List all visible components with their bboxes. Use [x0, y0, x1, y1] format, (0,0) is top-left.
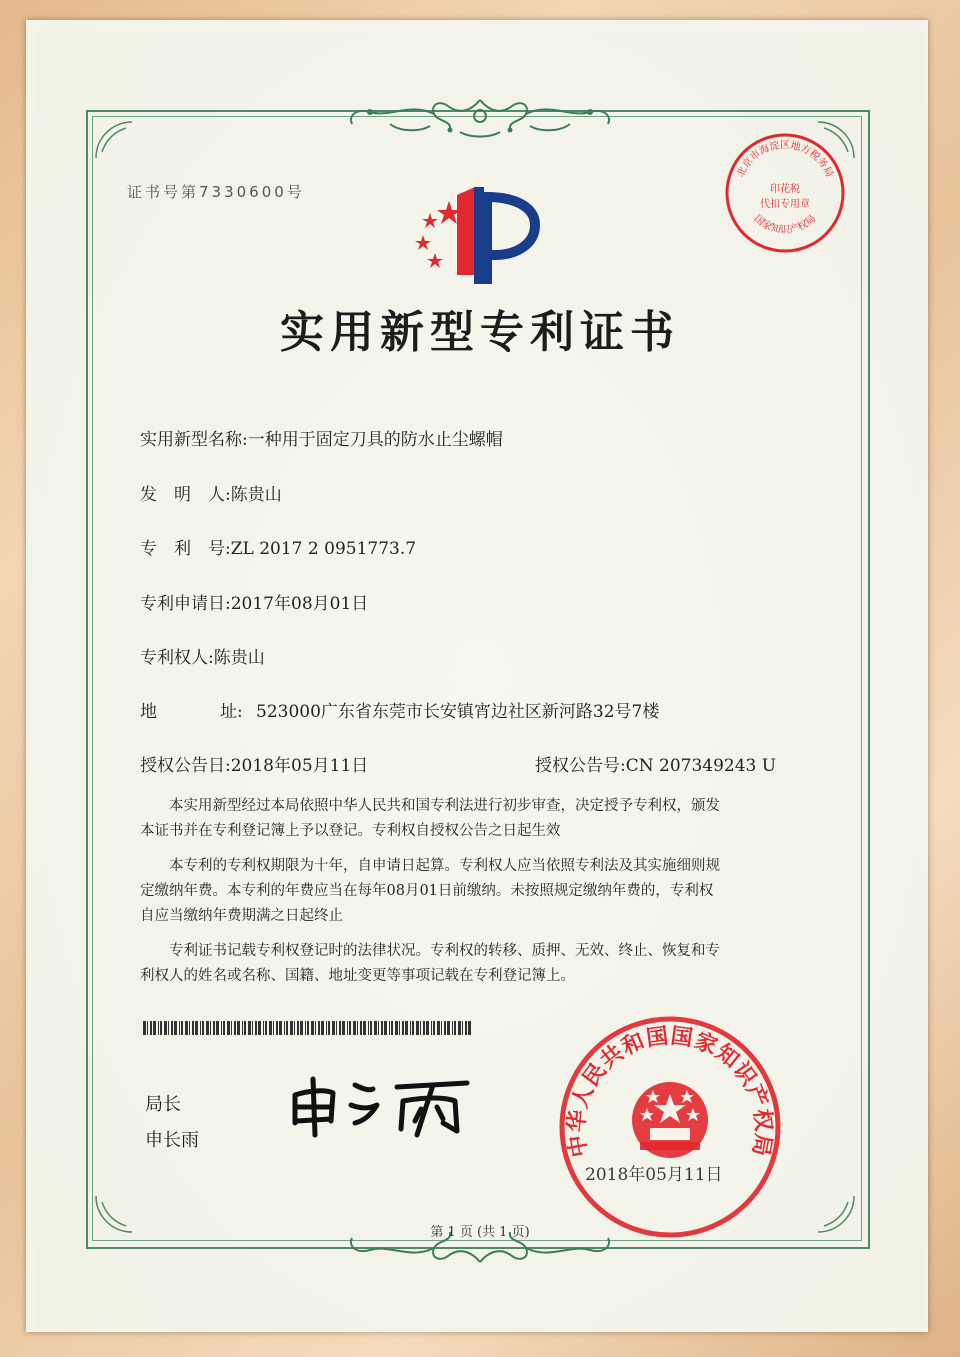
barcode-bar [263, 1021, 264, 1035]
barcode-bar [258, 1021, 261, 1035]
field-value: CN 207349243 U [625, 756, 777, 776]
barcode-bar [349, 1021, 351, 1035]
field-value: ZL 2017 2 0951773.7 [230, 539, 417, 559]
barcode-bar [381, 1021, 383, 1035]
barcode-bar [458, 1021, 461, 1035]
certificate-number: 证书号第7330600号 [127, 183, 305, 201]
barcode-bar [294, 1021, 295, 1035]
barcode-bar [153, 1021, 156, 1035]
director-name: 申长雨 [145, 1130, 199, 1151]
barcode-bar [336, 1021, 337, 1035]
tax-stamp-line2: 代扣专用章 [760, 199, 810, 210]
barcode-bar [405, 1021, 408, 1035]
barcode-bar [326, 1021, 327, 1035]
seal-date: 2018年05月11日 [585, 1165, 723, 1185]
barcode-bar [300, 1021, 303, 1035]
barcode-bar [244, 1021, 246, 1035]
field-grant-date [140, 751, 368, 776]
barcode-bar [332, 1021, 335, 1035]
body-line: 自应当缴纳年费期满之日起终止 [140, 908, 343, 924]
tax-stamp-icon [722, 130, 848, 256]
barcode-bar [370, 1021, 372, 1035]
barcode-bar [189, 1021, 190, 1035]
field-filing-date [140, 589, 368, 614]
barcode-bar [321, 1021, 324, 1035]
barcode-bar [468, 1021, 471, 1035]
field-label: 专利权人: [140, 648, 214, 668]
barcode-bar [412, 1021, 414, 1035]
field-patentee [140, 643, 265, 668]
barcode-bar [231, 1021, 232, 1035]
svg-text:国家知识产权局 [752, 213, 819, 236]
field-value: 2017年08月01日 [230, 594, 369, 614]
barcode-bar [200, 1021, 201, 1035]
barcode-bar [179, 1021, 180, 1035]
field-label-left: 地 [140, 702, 157, 722]
barcode-bar [384, 1021, 387, 1035]
barcode-bar [223, 1021, 225, 1035]
barcode-bar [363, 1021, 366, 1035]
field-value: 523000广东省东莞市长安镇宵边社区新河路32号7楼 [256, 702, 660, 722]
barcode-bar [171, 1021, 173, 1035]
barcode-bar [150, 1021, 152, 1035]
barcode-bar [447, 1021, 450, 1035]
barcode-bar [213, 1021, 215, 1035]
barcode-bar [195, 1021, 198, 1035]
barcode-bar [444, 1021, 446, 1035]
barcode-bar [433, 1021, 435, 1035]
field-inventor [140, 480, 282, 505]
field-grant-number [535, 751, 776, 776]
field-patent-number [140, 534, 416, 559]
barcode-bar [410, 1021, 411, 1035]
field-value: 陈贵山 [213, 648, 265, 668]
barcode-bar [452, 1021, 453, 1035]
barcode-bar [374, 1021, 377, 1035]
barcode-bar [318, 1021, 320, 1035]
field-label: 专利申请日: [140, 594, 231, 614]
barcode-icon [143, 1021, 473, 1035]
barcode-bar [360, 1021, 362, 1035]
field-utility-name [140, 425, 503, 450]
barcode-bar [339, 1021, 341, 1035]
field-address [140, 697, 659, 722]
barcode-bar [402, 1021, 404, 1035]
national-emblem-seal-icon [555, 1012, 785, 1242]
barcode-bar [437, 1021, 440, 1035]
barcode-bar [286, 1021, 288, 1035]
barcode-bar [168, 1021, 169, 1035]
barcode-bar [284, 1021, 285, 1035]
barcode-bar [210, 1021, 211, 1035]
barcode-bar [234, 1021, 236, 1035]
barcode-bar [158, 1021, 159, 1035]
field-label: 授权公告号: [535, 756, 626, 776]
barcode-bar [342, 1021, 345, 1035]
field-label: 实用新型名称: [140, 430, 248, 450]
barcode-bar [311, 1021, 314, 1035]
body-line: 定缴纳年费。本专利的年费应当在每年08月01日前缴纳。未按照规定缴纳年费的，专利权 [140, 883, 714, 899]
body-line: 本实用新型经过本局依照中华人民共和国专利法进行初步审查，决定授予专利权，颁发 [169, 798, 720, 814]
barcode-bar [252, 1021, 253, 1035]
barcode-bar [185, 1021, 188, 1035]
barcode-bar [305, 1021, 306, 1035]
barcode-bar [273, 1021, 274, 1035]
field-label: 专 利 号: [140, 539, 231, 559]
barcode-bar [465, 1021, 467, 1035]
barcode-bar [143, 1021, 146, 1035]
barcode-bar [221, 1021, 222, 1035]
barcode-bar [297, 1021, 299, 1035]
page-number: 第 1 页 (共 1 页) [430, 1225, 530, 1240]
barcode-bar [315, 1021, 316, 1035]
barcode-bar [216, 1021, 219, 1035]
barcode-bar [389, 1021, 390, 1035]
barcode-bar [395, 1021, 398, 1035]
signature-icon [285, 1065, 485, 1140]
barcode-bar [454, 1021, 456, 1035]
barcode-bar [328, 1021, 330, 1035]
barcode-bar [431, 1021, 432, 1035]
barcode-bar [307, 1021, 309, 1035]
barcode-bar [237, 1021, 240, 1035]
barcode-bar [368, 1021, 369, 1035]
field-value: 陈贵山 [230, 485, 282, 505]
barcode-bar [242, 1021, 243, 1035]
barcode-bar [160, 1021, 162, 1035]
svg-text:北京市海淀区地方税务局 [734, 138, 835, 179]
cnipa-logo-icon [405, 183, 555, 288]
barcode-bar [416, 1021, 419, 1035]
barcode-bar [399, 1021, 400, 1035]
barcode-bar [391, 1021, 393, 1035]
barcode-bar [227, 1021, 230, 1035]
barcode-bar [269, 1021, 272, 1035]
barcode-bar [420, 1021, 421, 1035]
barcode-bar [378, 1021, 379, 1035]
body-line: 专利证书记载专利权登记时的法律状况。专利权的转移、质押、无效、终止、恢复和专 [169, 943, 720, 959]
barcode-bar [206, 1021, 209, 1035]
tax-stamp-line1: 印花税 [770, 184, 800, 195]
corner-ornament-top-left-icon [92, 118, 152, 178]
body-line: 本专利的专利权期限为十年，自申请日起算。专利权人应当依照专利法及其实施细则规 [169, 858, 720, 874]
barcode-bar [248, 1021, 251, 1035]
barcode-bar [279, 1021, 282, 1035]
field-value: 2018年05月11日 [230, 756, 369, 776]
tax-stamp-bottom-text: 国家知识产权局 [751, 213, 819, 236]
barcode-bar [255, 1021, 257, 1035]
barcode-bar [174, 1021, 177, 1035]
barcode-bar [426, 1021, 429, 1035]
barcode-bar [290, 1021, 293, 1035]
certificate-title: 实用新型专利证书 [280, 307, 680, 358]
top-ornament-icon [330, 92, 630, 144]
director-title: 局长 [145, 1094, 181, 1115]
barcode-bar [192, 1021, 194, 1035]
barcode-bar [181, 1021, 183, 1035]
barcode-bar [202, 1021, 204, 1035]
barcode-bar [147, 1021, 148, 1035]
field-value: 一种用于固定刀具的防水止尘螺帽 [247, 430, 503, 450]
tax-stamp-ring-text: 北京市海淀区地方税务局 [735, 140, 835, 179]
barcode-bar [462, 1021, 463, 1035]
seal-text: 中华人民共和国国家知识产权局 [564, 1023, 776, 1159]
body-line: 本证书并在专利登记簿上予以登记。专利权自授权公告之日起生效 [140, 823, 561, 839]
barcode-bar [164, 1021, 167, 1035]
barcode-bar [357, 1021, 358, 1035]
barcode-bar [353, 1021, 356, 1035]
certificate-body [140, 794, 820, 989]
barcode-bar [265, 1021, 267, 1035]
barcode-bar [441, 1021, 442, 1035]
field-label-right: 址: [220, 702, 243, 722]
barcode-bar [423, 1021, 425, 1035]
barcode-bar [347, 1021, 348, 1035]
field-label: 授权公告日: [140, 756, 231, 776]
field-label: 发 明 人: [140, 485, 231, 505]
body-line: 利权人的姓名或名称、国籍、地址变更等事项记载在专利登记簿上。 [140, 968, 575, 984]
barcode-bar [276, 1021, 278, 1035]
